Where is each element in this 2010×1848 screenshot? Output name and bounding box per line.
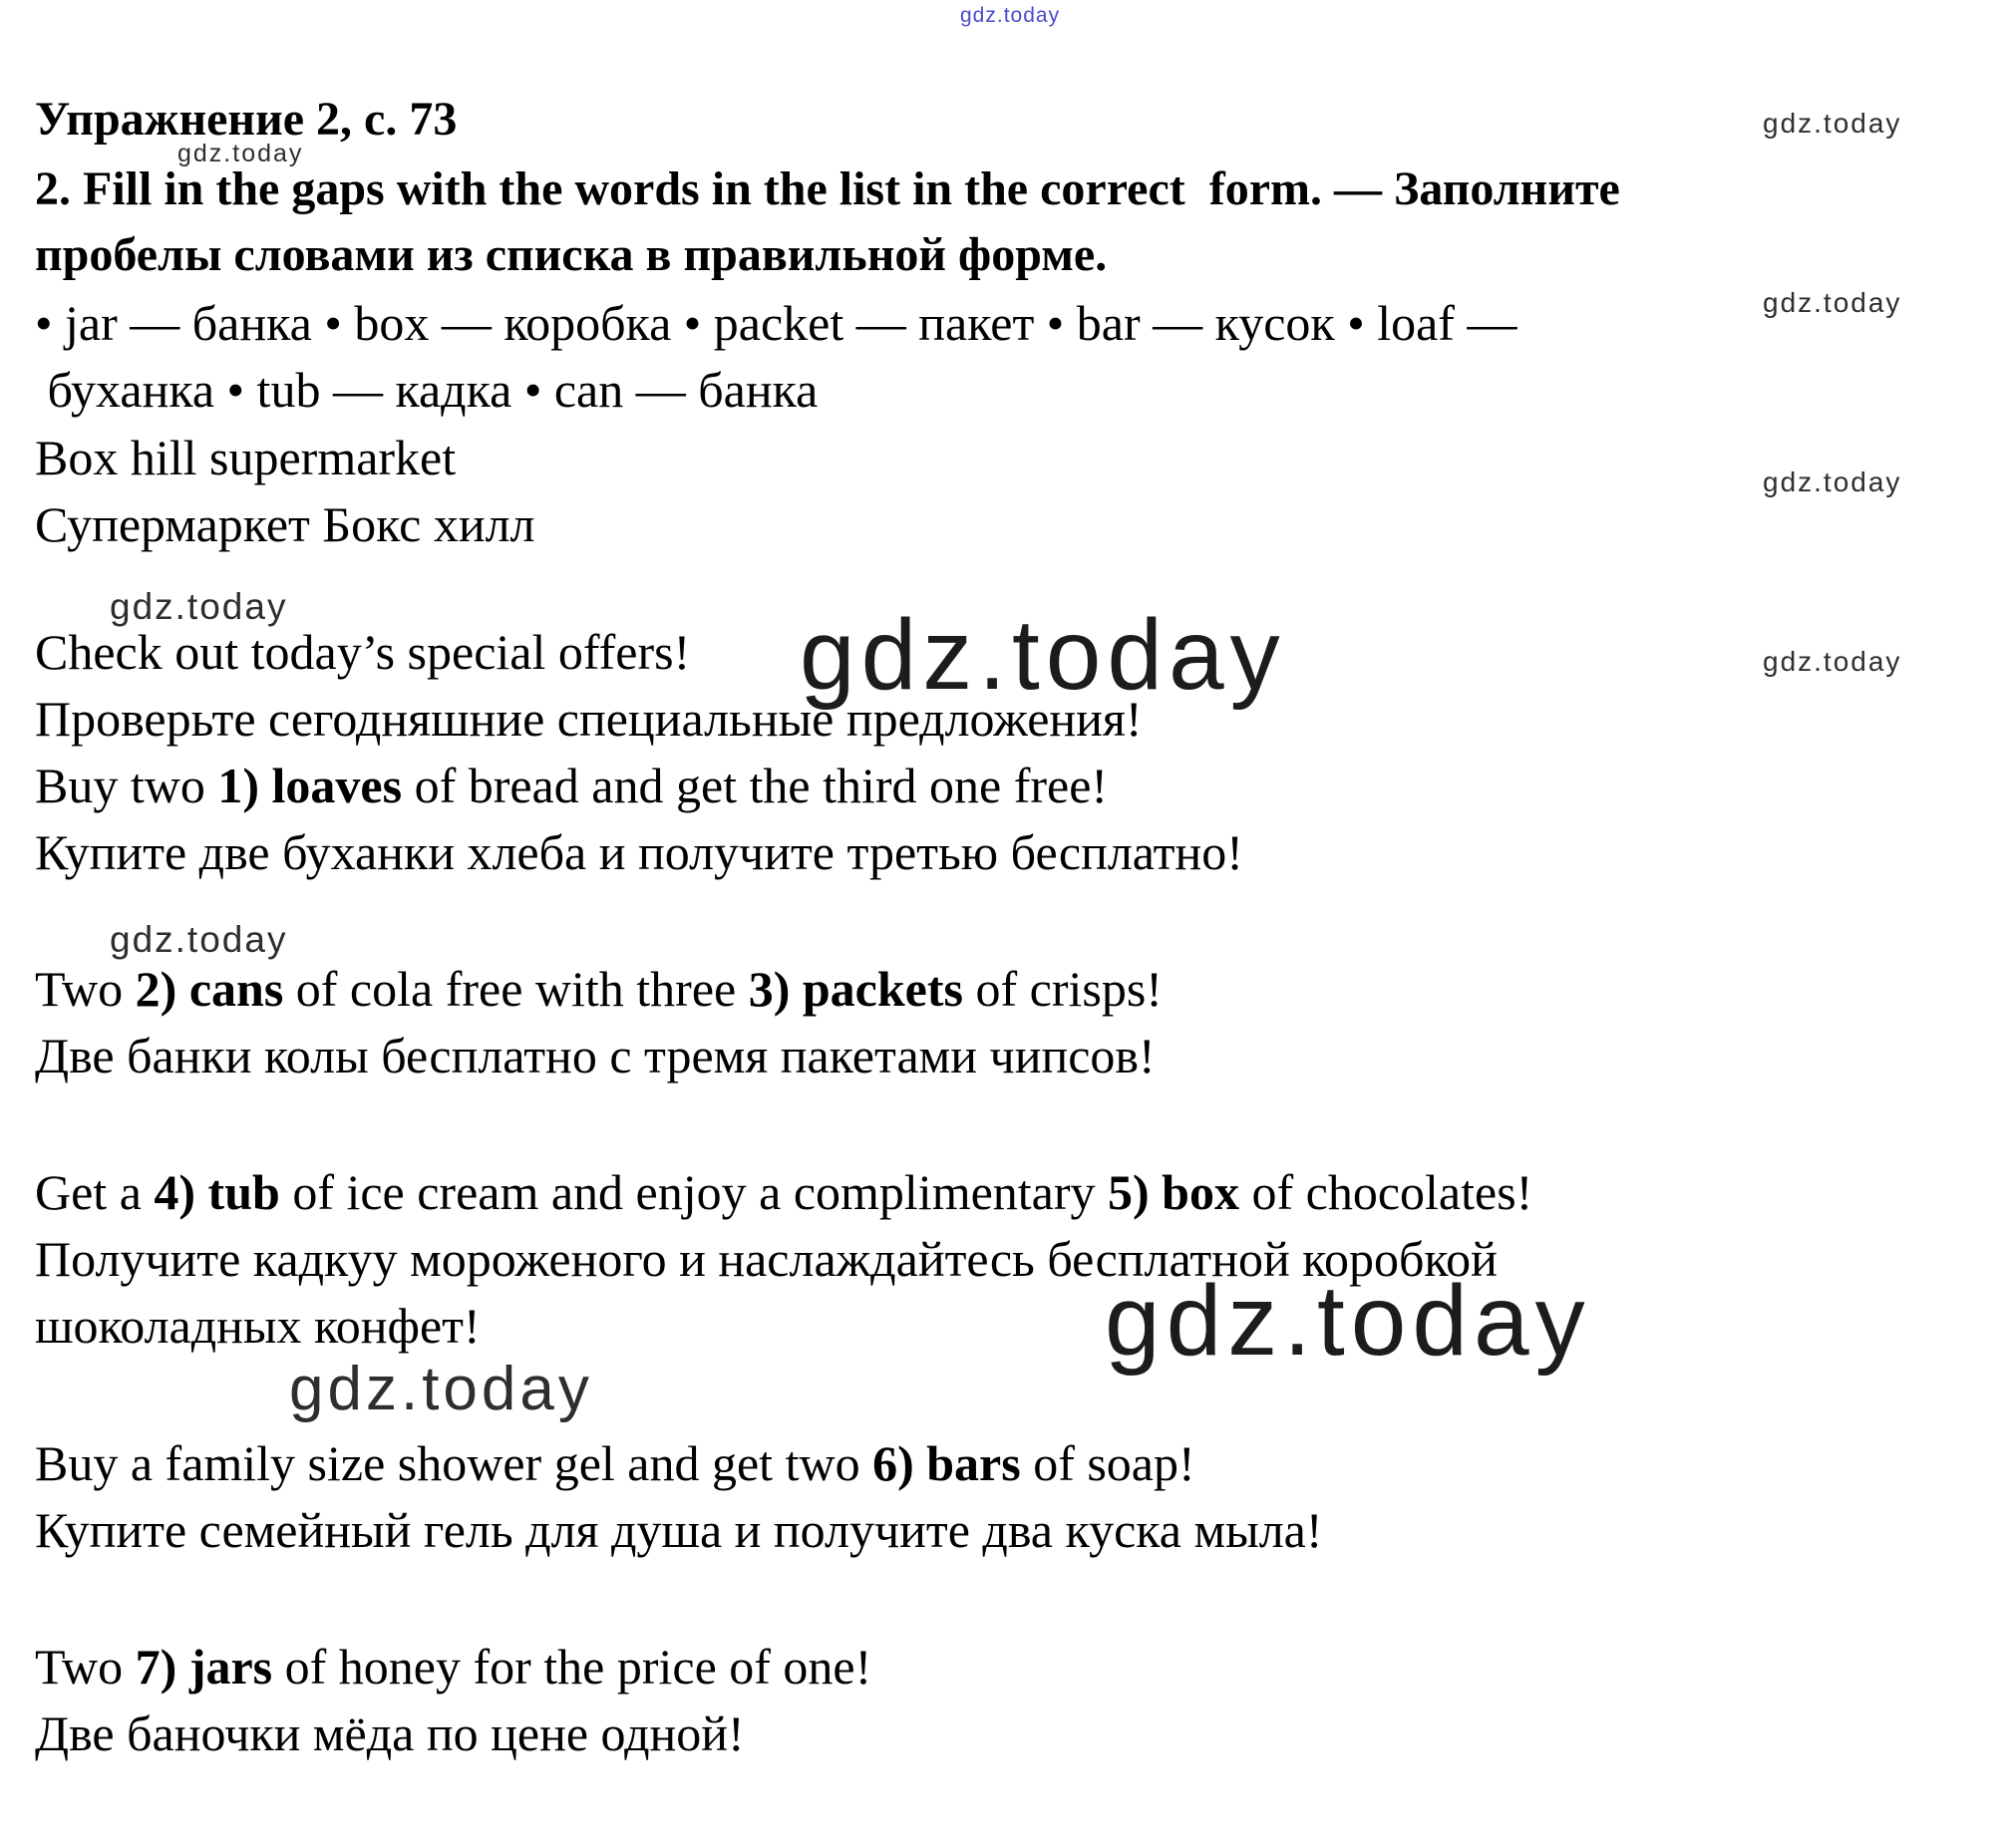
store-name-en: Box hill supermarket xyxy=(35,430,457,485)
offer-5-ru: Две баночки мёда по цене одной! xyxy=(35,1705,745,1761)
watermark-right-1: gdz.today xyxy=(1763,108,1902,139)
watermark-right-4: gdz.today xyxy=(1763,646,1902,677)
intro-en: Check out today’s special offers! xyxy=(35,624,691,680)
offer-3-ru-line2: шоколадных конфет! xyxy=(35,1298,481,1354)
offer-1-en: Buy two 1) loaves of bread and get the third one free! xyxy=(35,758,1109,813)
task-instruction-line1: 2. Fill in the gaps with the words in the list in the correct form. — Заполните xyxy=(35,162,1620,215)
watermark-above-intro: gdz.today xyxy=(110,586,288,627)
watermark-above-offer-2: gdz.today xyxy=(110,919,288,960)
watermark-right-3: gdz.today xyxy=(1763,466,1902,497)
store-name-ru: Супермаркет Бокс хилл xyxy=(35,496,535,552)
watermark-right-2: gdz.today xyxy=(1763,287,1902,318)
offer-3-ru-line1: Получите кадкуу мороженого и наслаждайтесь бесплатной коробкой xyxy=(35,1231,1498,1287)
offer-2-en: Two 2) cans of cola free with three 3) packets of crisps! xyxy=(35,961,1163,1017)
watermark-big-2: gdz.today xyxy=(1105,1265,1591,1377)
offer-1-ru: Купите две буханки хлеба и получите третью бесплатно! xyxy=(35,824,1243,880)
watermark-top-blue: gdz.today xyxy=(960,4,1061,27)
watermark-under-title: gdz.today xyxy=(177,140,304,167)
watermark-big-1: gdz.today xyxy=(800,599,1286,711)
word-list-line1: • jar — банка • box — коробка • packet — пакет • bar — кусок • loaf — xyxy=(35,295,1517,351)
offer-4-en: Buy a family size shower gel and get two 6) bars of soap! xyxy=(35,1435,1195,1491)
task-instruction-line2: пробелы словами из списка в правильной форме. xyxy=(35,228,1108,281)
offer-5-en: Two 7) jars of honey for the price of one! xyxy=(35,1639,872,1694)
watermark-medium: gdz.today xyxy=(289,1355,593,1423)
word-list-line2: буханка • tub — кадка • can — банка xyxy=(35,362,819,418)
exercise-title: Упражнение 2, с. 73 xyxy=(35,93,458,146)
offer-2-ru: Две банки колы бесплатно с тремя пакетами чипсов! xyxy=(35,1028,1156,1083)
offer-4-ru: Купите семейный гель для душа и получите два куска мыла! xyxy=(35,1502,1323,1558)
intro-ru: Проверьте сегодняшние специальные предложения! xyxy=(35,691,1143,747)
offer-3-en: Get a 4) tub of ice cream and enjoy a complimentary 5) box of chocolates! xyxy=(35,1164,1533,1220)
